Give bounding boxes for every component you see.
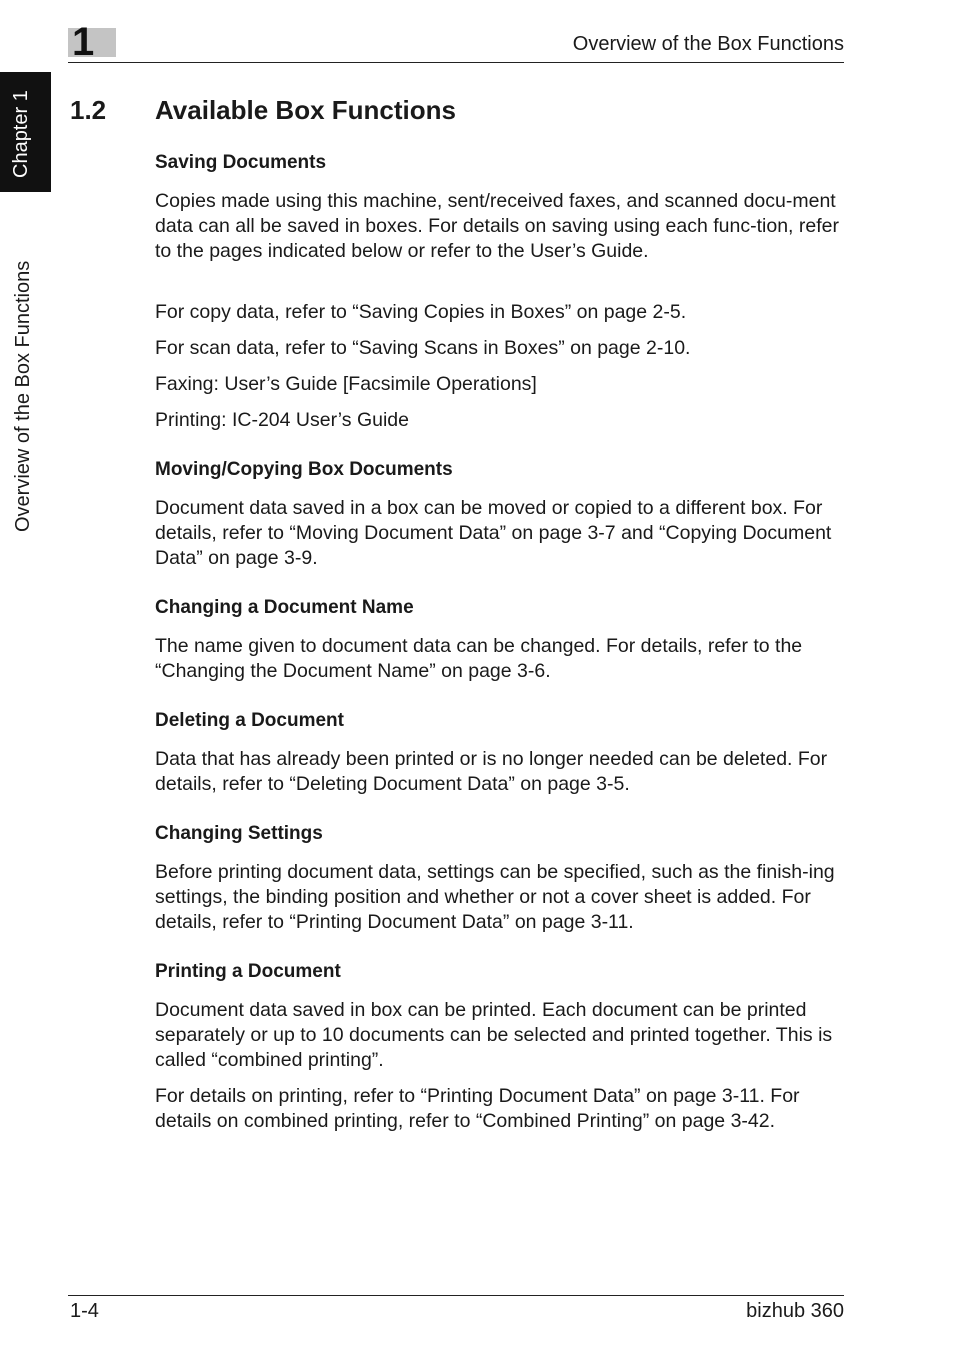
section-number: 1.2 xyxy=(70,95,107,125)
heading-changing-settings: Changing Settings xyxy=(155,823,323,844)
paragraph-settings: Before printing document data, settings can be specified, such as the finish-ing settings, the binding position and whether or not a cover sheet is added. For details, refer to “Printing Document Data” on page 3-11. xyxy=(155,861,835,933)
product-name: bizhub 360 xyxy=(746,1300,844,1322)
section-title: Available Box Functions xyxy=(155,95,456,125)
paragraph-deleting: Data that has already been printed or is no longer needed can be deleted. For details, refer to “Deleting Document Data” on page 3-5. xyxy=(155,748,828,795)
paragraph-moving: Document data saved in a box can be moved or copied to a different box. For details, refer to “Moving Document Data” on page 3-7 and “Copying Document Data” on page 3-9. xyxy=(155,497,832,569)
chapter-number: 1 xyxy=(72,20,95,64)
heading-saving-documents: Saving Documents xyxy=(155,152,327,173)
saving-fax-ref: Faxing: User’s Guide [Facsimile Operations] xyxy=(155,373,537,395)
side-section-title: Overview of the Box Functions xyxy=(12,260,34,532)
saving-print-ref: Printing: IC-204 User’s Guide xyxy=(155,409,409,431)
chapter-tab-label: Chapter 1 xyxy=(10,90,32,178)
saving-copy-ref: For copy data, refer to “Saving Copies in Boxes” on page 2-5. xyxy=(155,301,687,323)
heading-moving-copying: Moving/Copying Box Documents xyxy=(155,459,453,480)
header-rule xyxy=(68,62,844,63)
page-number: 1-4 xyxy=(70,1300,99,1322)
heading-changing-name: Changing a Document Name xyxy=(155,597,414,618)
footer-rule xyxy=(68,1295,844,1296)
paragraph-printing-1: Document data saved in box can be printed. Each document can be printed separately or up to 10 documents can be selected and printed together. This is called “combined printing”. xyxy=(155,999,833,1071)
running-header: Overview of the Box Functions xyxy=(572,33,844,55)
heading-printing: Printing a Document xyxy=(155,961,341,982)
saving-scan-ref: For scan data, refer to “Saving Scans in Boxes” on page 2-10. xyxy=(155,337,691,359)
heading-deleting: Deleting a Document xyxy=(155,710,344,731)
paragraph-printing-2: For details on printing, refer to “Printing Document Data” on page 3-11. For details on combined printing, refer to “Combined Printing” on page 3-42. xyxy=(155,1085,800,1132)
paragraph-renaming: The name given to document data can be changed. For details, refer to the “Changing the Document Name” on page 3-6. xyxy=(155,635,803,682)
main-content xyxy=(155,150,845,1134)
paragraph-saving: Copies made using this machine, sent/received faxes, and scanned docu-ment data can all be saved in boxes. For details on saving using each func-tion, refer to the pages indicated below or refer to the User’s Guide. xyxy=(155,190,839,262)
